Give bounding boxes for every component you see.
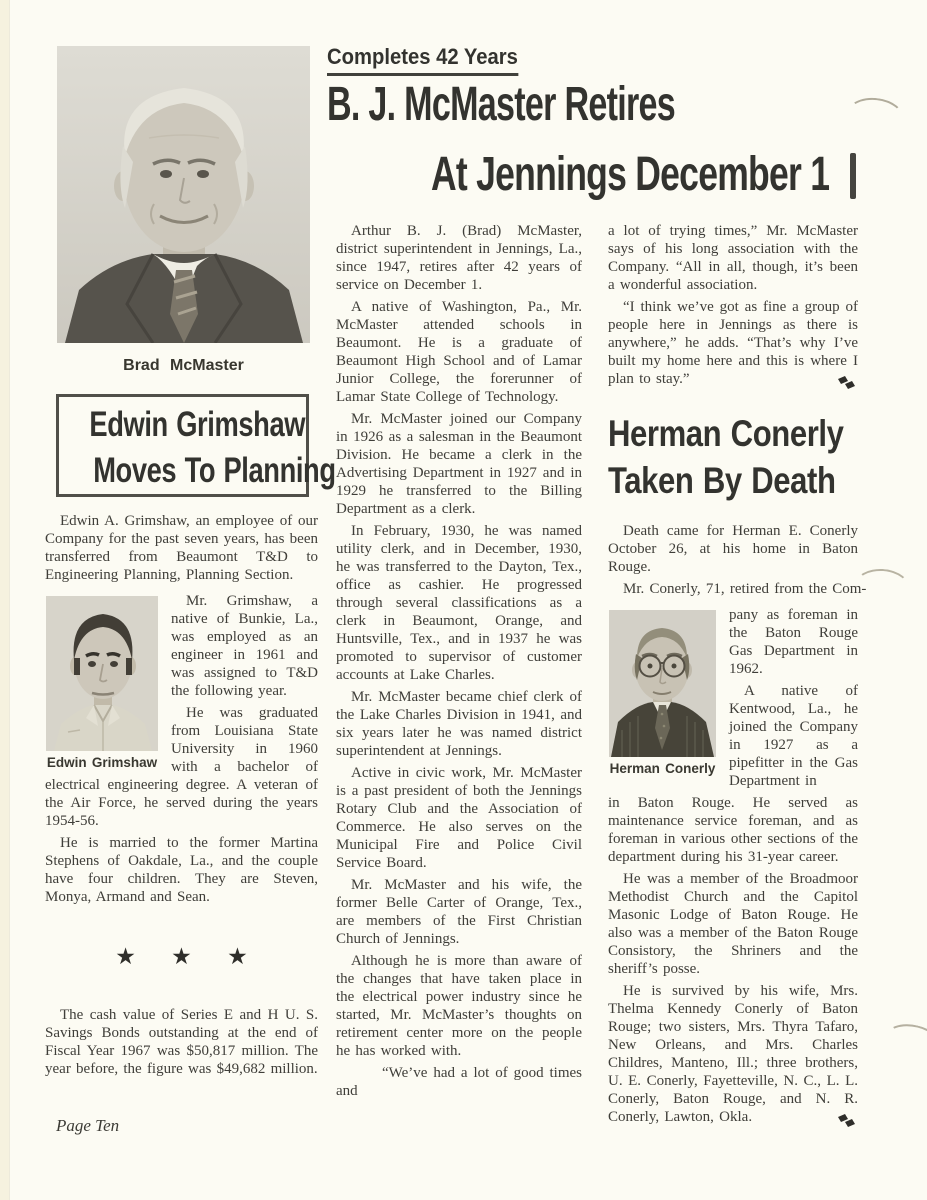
paragraph bbox=[608, 298, 858, 388]
paragraph bbox=[608, 982, 858, 1126]
paragraph: a lot of trying times,” Mr. McMaster says of his long association with the Company. “All in all, though, it’s been a wonderful association. bbox=[608, 223, 858, 293]
conerly-photo-wrap bbox=[608, 606, 858, 870]
grimshaw-headline-line2: Moves To Planning bbox=[93, 451, 336, 490]
grimshaw-article bbox=[45, 394, 336, 910]
paragraph: Arthur B. J. (Brad) McMaster, district superintendent in Jennings, La., since 1947, retires after 42 years of service on December 1. bbox=[336, 223, 582, 293]
paragraph: Mr. McMaster joined our Company in 1926 as a salesman in the Beaumont Division. He became a clerk in the Advertising Department in 1927 and in 1929 he transferred to the Billing Department as a clerk. bbox=[336, 411, 582, 517]
herman-conerly-photo bbox=[609, 610, 716, 757]
punch-hole-shadow bbox=[878, 1018, 927, 1073]
paragraph: Death came for Herman E. Conerly October 26, at his home in Baton Rouge. bbox=[608, 523, 858, 575]
conerly-headline bbox=[608, 410, 858, 504]
conerly-headline-line1: Herman Conerly bbox=[608, 413, 844, 454]
herman-conerly-figure bbox=[609, 610, 716, 757]
paragraph: “We’ve had a lot of good times and bbox=[336, 1065, 582, 1099]
brad-mcmaster-photo bbox=[57, 46, 310, 343]
paragraph: He was graduated from Louisiana State University in 1960 with a bachelor of electrical engineering degree. A veteran of the Air Force, he served during the years 1954-56. bbox=[45, 705, 318, 829]
paragraph: He was a member of the Broadmoor Methodist Church and the Capitol Masonic Lodge of Baton Rouge. He also was a member of the Baton Rouge Consistory, the Shriners and the sheriff’s posse. bbox=[608, 871, 858, 977]
paragraph: Mr. Conerly, 71, retired from the Com- bbox=[623, 581, 867, 597]
paragraph-text: He is survived by his wife, Mrs. Thelma Kennedy Conerly of Baton Rouge; two sisters, Mrs. Thyra Tafaro, New Orleans, and Mrs. Charles Childres, Manteno, Ill.; three brothers, U. E. Conerly, Fayetteville, N. C., L. L. Conerly, Baton Rouge, and N. R. Conerly, Lawton, Okla. bbox=[608, 983, 858, 1125]
company-end-mark-icon bbox=[837, 375, 858, 390]
right-column bbox=[608, 222, 867, 1130]
paragraph: Mr. McMaster and his wife, the former Belle Carter of Orange, Tex., are members of the First Christian Church of Jennings. bbox=[336, 877, 582, 947]
paragraph: The cash value of Series E and H U. S. Savings Bonds outstanding at the end of Fiscal Year 1967 was $50,817 million. The year before, the figure was $49,682 million. bbox=[45, 1007, 318, 1077]
savings-bonds-note bbox=[45, 1006, 318, 1082]
paragraph: Active in civic work, Mr. McMaster is a past president of both the Jennings Rotary Club and the Association of Commerce. He also serves on the Municipal Fire and Police Civil Service Board. bbox=[336, 765, 582, 871]
photo-caption-brad: Brad McMaster bbox=[123, 357, 244, 374]
edwin-grimshaw-figure bbox=[46, 596, 158, 751]
mcmaster-article-column-1 bbox=[336, 222, 582, 1104]
paragraph: Mr. Grimshaw, a native of Bunkie, La., was employed as an engineer in 1961 and was assigned to T&D the following year. bbox=[171, 593, 318, 699]
scan-ink-mark bbox=[850, 153, 856, 199]
kicker bbox=[327, 44, 535, 76]
paragraph: in Baton Rouge. He served as maintenance service foreman, and as foreman in various other sections of the department during his 31-year career. bbox=[608, 795, 858, 865]
paragraph: In February, 1930, he was named utility clerk, and in December, 1930, he was transferred to the Dayton, Tex., office as cashier. He progressed through several classifications as a clerk in Beaumont, Orange, and Huntsville, Tex., and in 1937 he was promoted to supervisor of customer accounts at Lake Charles. bbox=[336, 523, 582, 683]
page-left-edge bbox=[0, 0, 10, 1200]
kicker-text: Completes 42 Years bbox=[327, 44, 518, 76]
headline-line2: At Jennings December 1 bbox=[431, 148, 830, 201]
paragraph: Although he is more than aware of the changes that have taken place in the electrical power industry since he started, Mr. McMaster’s thoughts on retirement center more on the people he has worked with. bbox=[336, 953, 582, 1059]
paragraph-text: “I think we’ve got as fine a group of people here in Jennings as there is anywhere,” he adds. “That’s why I’ve built my home here and this is where I plan to stay.” bbox=[608, 299, 858, 387]
page-number: Page Ten bbox=[56, 1116, 120, 1135]
mcmaster-headline bbox=[327, 80, 927, 200]
photo-caption-edwin: Edwin Grimshaw bbox=[46, 755, 158, 770]
paragraph: Edwin A. Grimshaw, an employee of our Company for the past seven years, has been transferred from Beaumont T&D to Engineering Planning, Planning Section. bbox=[45, 513, 318, 583]
headline-line1: B. J. McMaster Retires bbox=[327, 78, 676, 131]
photo-caption-herman: Herman Conerly bbox=[609, 761, 716, 776]
grimshaw-photo-wrap bbox=[45, 592, 318, 834]
paragraph: Mr. McMaster became chief clerk of the Lake Charles Division in 1941, and six years later he was named district superintendent at Jennings. bbox=[336, 689, 582, 759]
stars-divider: ★ ★ ★ bbox=[115, 944, 262, 970]
grimshaw-headline-box bbox=[56, 394, 336, 497]
punch-hole-shadow bbox=[853, 567, 911, 608]
paragraph: A native of Washington, Pa., Mr. McMaster attended schools in Beaumont. He is a graduate of Beaumont High School and of Lamar Junior College, the forerunner of Lamar State College of Technology. bbox=[336, 299, 582, 405]
conerly-headline-line2: Taken By Death bbox=[608, 460, 836, 501]
paragraph: A native of Kentwood, La., he joined the Company in 1927 as a pipefitter in the Gas Department in bbox=[729, 683, 858, 789]
paragraph: He is married to the former Martina Stephens of Oakdale, La., and the couple have four children. They are Steven, Monya, Armand and Sean. bbox=[45, 835, 318, 905]
company-end-mark-icon bbox=[837, 1113, 858, 1128]
paragraph: pany as foreman in the Baton Rouge Gas Department in 1962. bbox=[729, 607, 858, 677]
brad-mcmaster-figure bbox=[57, 46, 310, 376]
edwin-grimshaw-photo bbox=[46, 596, 158, 751]
grimshaw-headline-line1: Edwin Grimshaw bbox=[89, 405, 306, 444]
